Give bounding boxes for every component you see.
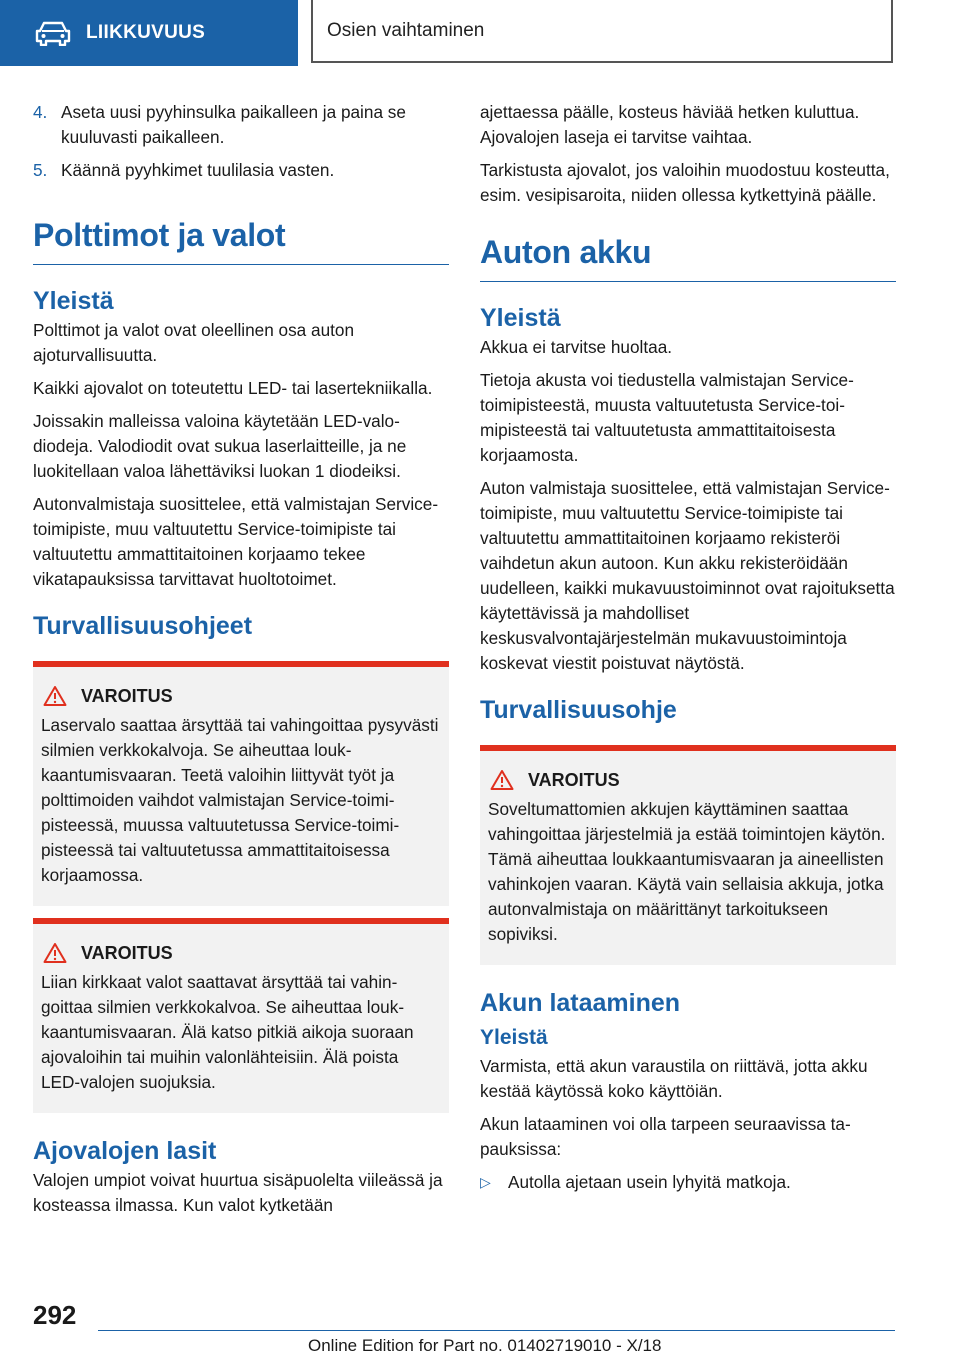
heading-yleista: Yleistä [480,304,561,332]
warning-box [480,745,896,965]
bullet-list [480,1170,896,1195]
heading-akun-lataaminen: Akun lataaminen [480,989,681,1017]
list-item-text: Autolla ajetaan usein lyhyitä matkoja. [508,1172,791,1192]
heading-yleista-sub: Yleistä [480,1026,548,1049]
paragraph: Varmista, että akun varaustila on riittävä, jotta akku kestää käytössä koko käyttöiän. [480,1056,868,1101]
paragraph: Akun lataaminen voi olla tarpeen seuraavissa tapauksissa: [480,1114,851,1159]
car-icon [34,20,72,46]
section-tab[interactable] [0,0,298,66]
warning-label: VAROITUS [81,942,173,963]
warning-label: VAROITUS [528,769,620,790]
footer-edition: Online Edition for Part no. 01402719010 - X/18 [308,1336,662,1355]
step-item [33,100,449,150]
section-label: LIIKKUVUUS [86,22,206,43]
paragraph: Autonvalmistaja suosittelee, että valmistajan Service-toimipiste, muu valtuutettu Service-toimipiste tai valtuutettu ammattitaitoinen korjaamo tekee vikatapauksissa tarvittavat huoltotoimet. [33,494,439,589]
warning-icon [43,942,67,964]
step-text: Aseta uusi pyyhinsulka paikalleen ja paina se kuuluvasti paikalleen. [61,102,406,147]
warning-text: Soveltumattomien akkujen käyttäminen saattaa vahingoittaa järjestelmiä ja estää toimintojen käytön. Tämä aiheuttaa loukkaantumisvaaran ja aineellisten vahinkojen vaaran. Käytä vain sellaisia akkuja, jotka autonvalmistaja on määrittänyt tarkoitukseen sopiviksi. [488,799,886,944]
paragraph: Polttimot ja valot ovat oleellinen osa auton ajoturvallisuutta. [33,320,355,365]
step-item [33,158,449,183]
warning-label: VAROITUS [81,685,173,706]
paragraph: ajettaessa päälle, kosteus häviää hetken kuluttua. Ajovalojen laseja ei tarvitse vaihtaa. [480,102,860,147]
warning-box [33,918,449,1113]
warning-text: Laservalo saattaa ärsyttää tai vahingoittaa pysyvästi silmien verkkokalvoja. Se aiheuttaa loukkaantumisvaaran. Teetä valoihin liittyvät työt ja polttimoiden vaihdot valmistajan Service-toimipisteessä, muussa valtuutetussa Service-toimipisteessä tai valtuutetussa ammattitaitoisessa korjaamossa. [41,715,439,885]
triangle-bullet-icon: ▷ [480,1174,491,1190]
paragraph: Joissakin malleissa valoina käytetään LED-valodiodeja. Valodiodit ovat sukua laserlaitteille, ja ne luokitellaan valoa lähettäviksi luokan 1 diodeiksi. [33,411,407,481]
right-column [480,100,896,1195]
warning-text: Liian kirkkaat valot saattavat ärsyttää tai vahingoittaa silmien verkkokalvoa. Se aiheuttaa loukkaantumisvaaran. Älä katso pitkiä aikoja suoraan ajovaloihin tai muihin valonlähteisiin. Älä poista LED-valojen suojuksia. [41,972,414,1092]
paragraph: Kaikki ajovalot on toteutettu LED- tai lasertekniikalla. [33,378,433,398]
heading-ajovalojen-lasit: Ajovalojen lasit [33,1137,217,1165]
list-item [480,1170,896,1195]
warning-icon [43,685,67,707]
heading-turvallisuusohjeet: Turvallisuusohjeet [33,612,253,640]
paragraph: Akkua ei tarvitse huoltaa. [480,337,673,357]
heading-yleista: Yleistä [33,287,114,315]
left-column [33,100,449,1226]
heading-turvallisuusohje: Turvallisuusohje [480,696,677,724]
warning-box [33,661,449,906]
page-header [0,0,960,66]
warning-icon [490,769,514,791]
step-number: 4. [33,102,48,122]
heading-auton-akku: Auton akku [480,234,896,282]
step-number: 5. [33,160,48,180]
step-list [33,100,449,183]
chapter-title: Osien vaihtaminen [327,19,485,41]
footer-divider [98,1330,895,1331]
chapter-title-box [311,0,893,63]
paragraph: Tarkistusta ajovalot, jos valoihin muodostuu kosteutta, esim. vesipisaroita, niiden ollessa kytkettyinä päälle. [480,160,890,205]
paragraph: Valojen umpiot voivat huurtua sisäpuolelta viileässä ja kosteassa ilmassa. Kun valot kytketään [33,1170,443,1215]
heading-polttimot: Polttimot ja valot [33,217,449,265]
paragraph: Auton valmistaja suosittelee, että valmistajan Service-toimipiste, muu valtuutettu Service-toimipiste tai valtuutettu ammattitaitoinen korjaamo rekisteröi vaihdetun akun autoon. Kun akku rekisteröidään uudelleen, kaikki mukavuustoiminnot ovat rajoituksetta käytettävissä ja mahdolliset keskusvalvontajärjestelmän mukavuustoimintoja koskevat viestit poistuvat näytöstä. [480,478,895,673]
paragraph: Tietoja akusta voi tiedustella valmistajan Service-toimipisteestä, muusta valtuutetusta Service-toimipisteestä tai valtuutetusta ammattitaitoisesta korjaamosta. [480,370,854,465]
step-text: Käännä pyyhkimet tuulilasia vasten. [61,160,335,180]
page-number: 292 [33,1300,77,1330]
